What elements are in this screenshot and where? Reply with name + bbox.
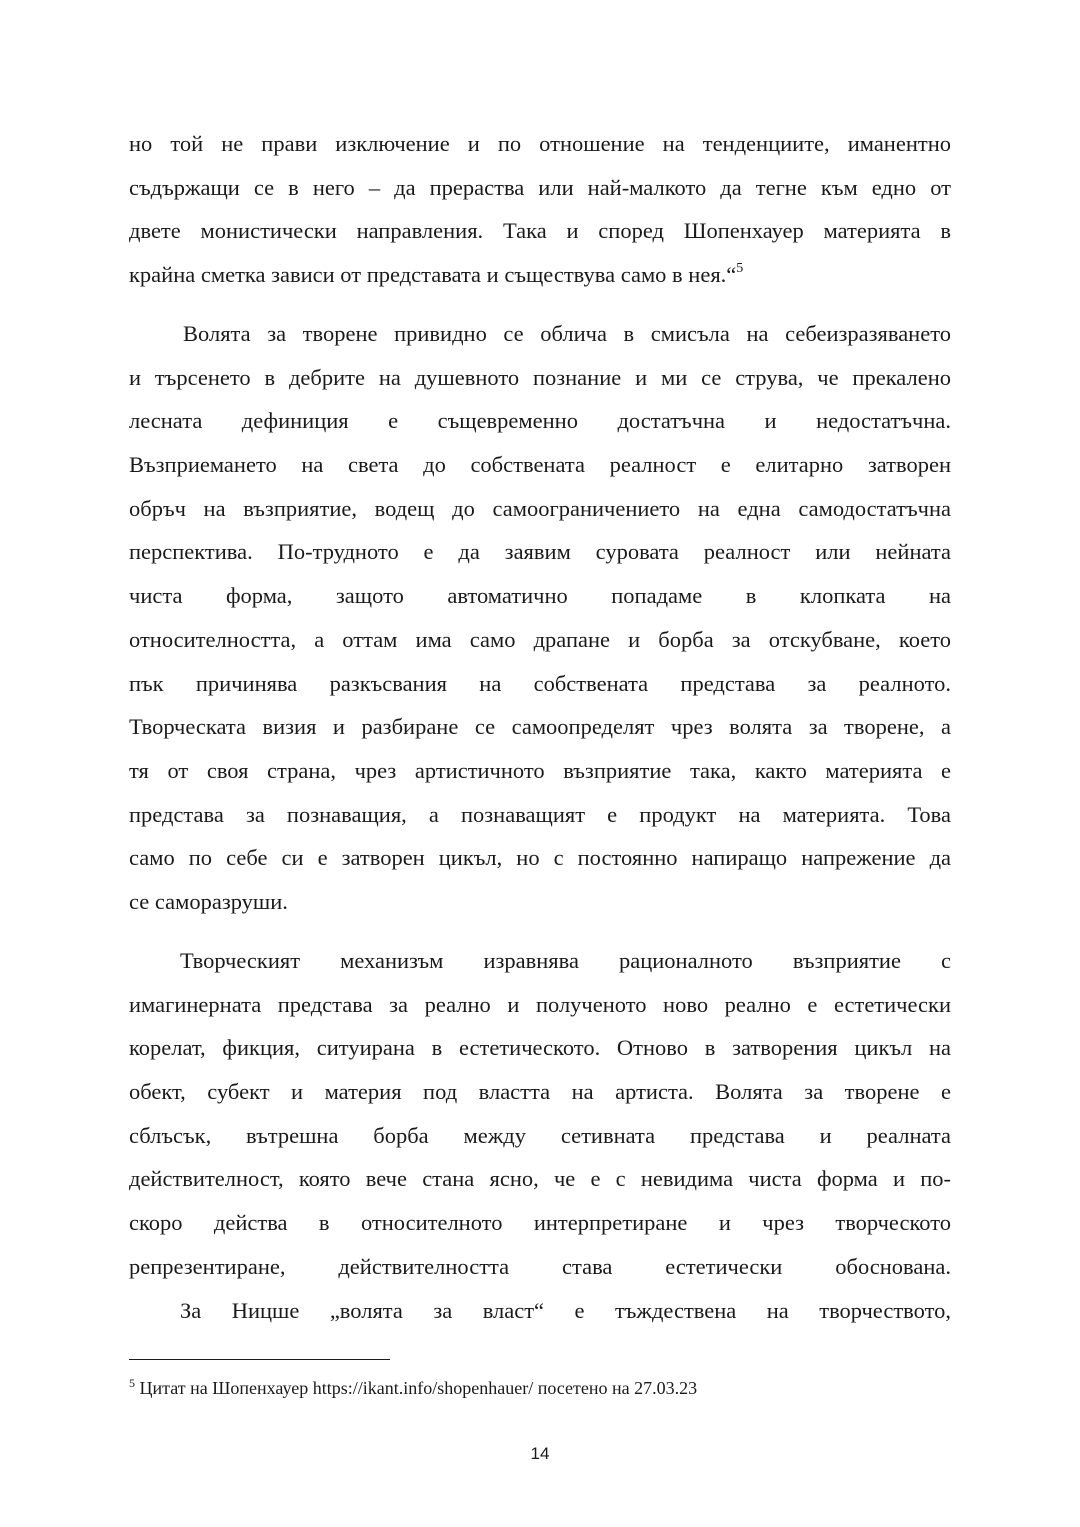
footnote: [129, 1376, 951, 1400]
text-line: съдържащи се в него – да прераства или най-малкото да тегне към едно от: [129, 174, 951, 200]
footnote-number: 5: [129, 1376, 135, 1390]
paragraph-1: [129, 122, 951, 297]
text-line: За Ницше „волята за власт“ е тъждествена на творчеството,: [180, 1297, 951, 1323]
text-line: обект, субект и материя под властта на артиста. Волята за творене е: [129, 1079, 951, 1105]
text-line: се саморазруши.: [129, 888, 288, 914]
text-line: относителността, а оттам има само драпане и борба за отскубване, което: [129, 626, 951, 652]
text-line: Творческата визия и разбиране се самоопределят чрез волята за творене, а: [129, 714, 951, 740]
text-line: двете монистически направления. Така и според Шопенхауер материята в: [129, 218, 951, 244]
text-line: представа за познаващия, а познаващият е продукт на материята. Това: [129, 801, 951, 827]
text-line: Творческият механизъм изравнява рационалното възприятие с: [180, 948, 951, 973]
text-line: Волята за творене привидно се облича в смисъла на себеизразяването: [183, 321, 951, 346]
text-line: пък причинява разкъсвания на собствената представа за реалното.: [129, 670, 951, 696]
text-line: сблъсък, вътрешна борба между сетивната представа и реалната: [129, 1122, 951, 1148]
text-line: но той не прави изключение и по отношение на тенденциите, иманентно: [129, 131, 951, 156]
text-line: [129, 253, 951, 297]
text-line: действителност, която вече стана ясно, че е с невидима чиста форма и по-: [129, 1166, 951, 1192]
text-line: Възприемането на света до собствената реалност е елитарно затворен: [129, 452, 951, 478]
text-line: лесната дефиниция е същевременно достатъчна и недостатъчна.: [129, 408, 951, 434]
text-line: корелат, фикция, ситуирана в естетическото. Отново в затворения цикъл на: [129, 1035, 951, 1061]
text-line: скоро действа в относителното интерпретиране и чрез творческото: [129, 1210, 951, 1236]
footnote-text: Цитат на Шопенхауер https://ikant.info/shopenhauer/ посетено на 27.03.23: [135, 1378, 698, 1398]
paragraph-3: [129, 939, 951, 1332]
text-line: обръч на възприятие, водещ до самоограничението на една самодостатъчна: [129, 495, 951, 521]
text-line: имагинерната представа за реално и полученото ново реално е естетически: [129, 991, 951, 1017]
text-line: само по себе си е затворен цикъл, но с постоянно напиращо напрежение да: [129, 845, 951, 871]
text-line: тя от своя страна, чрез артистичното възприятие така, както материята е: [129, 757, 951, 783]
paragraph-2: [129, 312, 951, 924]
footnote-separator: [129, 1359, 390, 1360]
text-line: перспектива. По-трудното е да заявим суровата реалност или нейната: [129, 539, 951, 565]
text-line: чиста форма, защото автоматично попадаме в клопката на: [129, 583, 951, 609]
page-number: 14: [530, 1444, 550, 1463]
text-line-content: крайна сметка зависи от представата и съществува само в нея.“: [129, 262, 737, 288]
text-line: репрезентиране, действителността става естетически обоснована.: [129, 1253, 951, 1279]
text-line: и търсенето в дебрите на душевното познание и ми се струва, че прекалено: [129, 364, 951, 390]
footnote-reference[interactable]: 5: [736, 260, 744, 276]
